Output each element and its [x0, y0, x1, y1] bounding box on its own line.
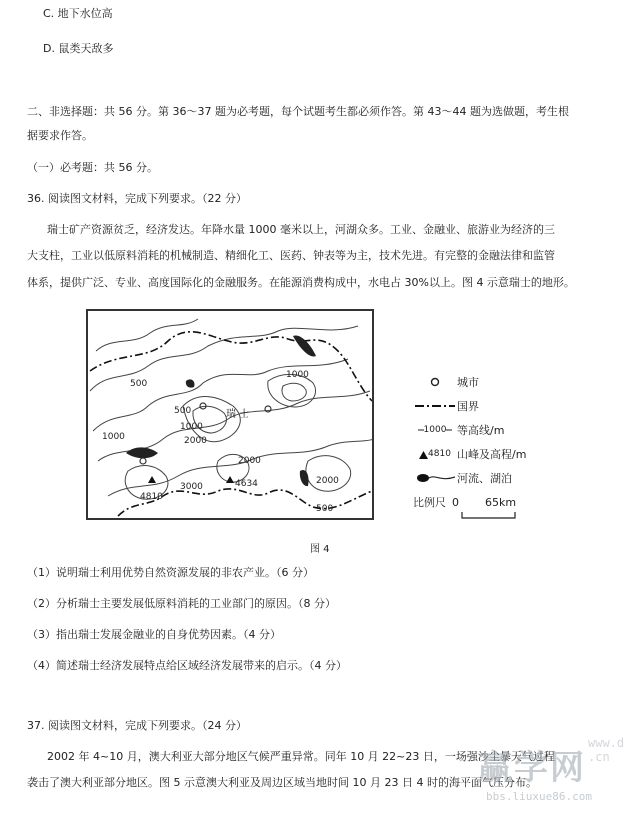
contour-label: 1000: [180, 422, 203, 432]
peak-marker: [148, 476, 156, 483]
lake-shape: [186, 379, 195, 387]
contour-label: 1000: [286, 370, 309, 380]
q37-para-line1: 2002 年 4~10 月，澳大利亚大部分地区气候严重异常。同年 10 月 22~23 日，一场强沙尘暴天气过程: [47, 750, 555, 763]
q36-question-2: （2）分析瑞士主要发展低原料消耗的工业部门的原因。（8 分）: [27, 597, 336, 610]
switzerland-topographic-map: [86, 309, 374, 520]
option-d: D. 鼠类天敌多: [43, 42, 114, 55]
contour-line: [282, 383, 306, 401]
legend-border: [413, 398, 479, 414]
legend-river: [413, 470, 512, 486]
section2-sub-heading: （一）必考题：共 56 分。: [27, 161, 158, 174]
contour-label: 2000: [238, 456, 261, 466]
triangle-icon: [413, 446, 457, 462]
contour-label: 2000: [316, 476, 339, 486]
section2-heading-line1: 二、非选择题：共 56 分。第 36～37 题为必考题，每个试题考生都必须作答。第 43～44 题为选做题，考生根: [27, 105, 569, 118]
peak-label: 4810: [140, 492, 163, 502]
legend-peak-label: 山峰及高程/m: [457, 448, 527, 461]
legend-scale-zero: 0: [452, 495, 459, 509]
contour-line-icon: [413, 422, 457, 438]
border-line: [90, 332, 372, 401]
contour-line: [93, 359, 348, 431]
legend-contour-sample: 1000: [423, 425, 447, 435]
legend-peak-sample: 4810: [428, 449, 451, 459]
legend-scale-distance: 65km: [485, 495, 517, 509]
q36-para-line2: 大支柱，工业以低原料消耗的机械制造、精细化工、医药、钟表等为主，技术先进。有完整的金融法律和监管: [27, 249, 555, 262]
city-marker: [265, 406, 271, 412]
watermark-top: www.d .cn: [588, 736, 625, 764]
q37-para-line2: 袭击了澳大利亚部分地区。图 5 示意澳大利亚及周边区域当地时间 10 月 23 日 4 时的海平面气压分布。: [27, 776, 537, 789]
legend-scale-label: 比例尺: [413, 496, 446, 509]
contour-label: 500: [130, 379, 148, 389]
legend-scale: [413, 494, 516, 510]
legend-peak: [413, 446, 526, 462]
legend-river-label: 河流、湖泊: [457, 472, 512, 485]
legend-contour-label: 等高线/m: [457, 424, 505, 437]
q36-title: 36. 阅读图文材料，完成下列要求。（22 分）: [27, 192, 247, 205]
circle-icon: [413, 374, 457, 390]
river-lake-icon: [413, 470, 457, 486]
map-drawing: [88, 311, 374, 520]
figure-caption: 图 4: [310, 544, 330, 555]
country-label: 瑞 士: [226, 409, 250, 420]
contour-line: [96, 319, 198, 351]
contour-label: 3000: [180, 482, 203, 492]
scale-bar-icon: [461, 510, 517, 523]
legend-city-label: 城市: [457, 376, 479, 389]
legend-border-label: 国界: [457, 400, 479, 413]
option-c: C. 地下水位高: [43, 7, 113, 20]
city-marker: [140, 458, 146, 464]
q36-question-1: （1）说明瑞士利用优势自然资源发展的非农产业。（6 分）: [27, 566, 314, 579]
q36-question-4: （4）简述瑞士经济发展特点给区域经济发展带来的启示。（4 分）: [27, 659, 347, 672]
section2-heading-line2: 据要求作答。: [27, 129, 93, 142]
contour-label: 500: [316, 504, 334, 514]
watermark: [478, 736, 638, 812]
watermark-brand: 赢学网: [478, 748, 586, 788]
peak-label: 4634: [235, 479, 258, 489]
watermark-site: bbs.liuxue86.com: [486, 790, 592, 803]
contour-label: 1000: [102, 432, 125, 442]
peak-marker: [226, 476, 234, 483]
legend-contour: [413, 422, 504, 438]
lake-shape: [293, 335, 316, 356]
lake-shape: [300, 470, 309, 486]
q37-title: 37. 阅读图文材料，完成下列要求。（24 分）: [27, 719, 247, 732]
q36-para-line1: 瑞士矿产资源贫乏，经济发达。年降水量 1000 毫米以上，河湖众多。工业、金融业、旅游业为经济的三: [47, 223, 555, 236]
contour-label: 500: [174, 406, 192, 416]
dash-line-icon: [413, 398, 457, 414]
q36-para-line3: 体系，提供广泛、专业、高度国际化的金融服务。在能源消费构成中，水电占 30%以上。图 4 示意瑞士的地形。: [27, 276, 575, 289]
legend-city: [413, 374, 479, 390]
lake-shape: [126, 447, 158, 458]
q36-question-3: （3）指出瑞士发展金融业的自身优势因素。（4 分）: [27, 628, 281, 641]
contour-label: 2000: [184, 436, 207, 446]
